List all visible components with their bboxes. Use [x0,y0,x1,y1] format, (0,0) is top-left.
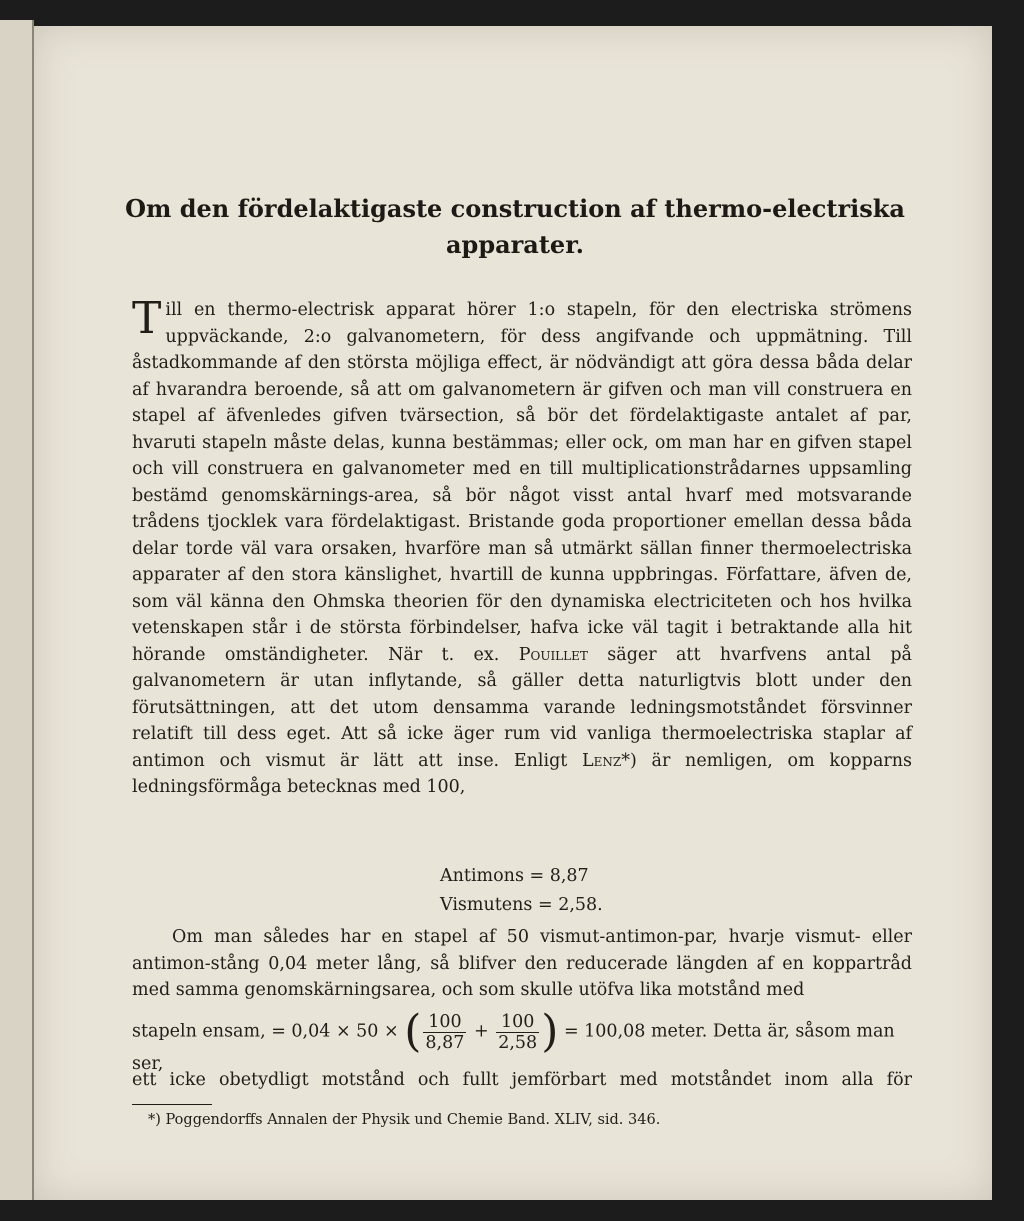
equation-antimons: Antimons = 8,87 [440,866,589,886]
fraction-1 [423,1012,466,1053]
footnote-rule [132,1104,212,1105]
article-title-line-2: apparater. [445,230,584,259]
right-paren: ) [541,1006,559,1057]
footnote: *) Poggendorffs Annalen der Physik und Chemie Band. XLIV, sid. 346. [148,1112,661,1128]
paragraph-1-text-b: säger att hvarfvens antal på galvanometern är utan inflytande, så gäller detta naturligtvis blott under den förutsättningen, att det utom densamma varande ledningsmotståndet försvinner relatift till dess eget. Att så icke äger rum vid vanliga thermoelectriska staplar af antimon och vismut är lätt att inse. Enligt [132,644,912,771]
equation-vismutens: Vismutens = 2,58. [440,895,603,915]
fraction-2 [496,1012,539,1053]
left-paren: ( [404,1006,422,1057]
paragraph-1-text-a: ill en thermo-electrisk apparat hörer 1:o stapeln, för den electriska strömens uppväckande, 2:o galvanometern, för dess angifvande och uppmätning. Till åstadkommande af den största möjliga effect, är nödvändigt att göra dessa båda delar af hvarandra beroende, så att om galvanometern är gifven och man vill construera en stapel af äfvenledes gifven tvärsection, så bör det fördelaktigaste antalet af par, hvaruti stapeln måste delas, kunna bestämmas; eller ock, om man har en gifven stapel och vill construera en galvanometer med en till multiplicationstrådarnes uppsamling bestämd genomskärnings-area, så bör något visst antal hvarf med motsvarande trådens tjocklek vara fördelaktigast. Bristande goda proportioner emellan dessa båda delar torde väl vara orsaken, hvarföre man så utmärkt sällan finner thermoelectriska apparater af den stora känslighet, hvartill de kunna uppbringas. Författare, äfven de, som väl känna den Ohmska theorien för den dynamiska electriciteten och hos hvilka vetenskapen står i de största förbindelser, hafva icke väl tagit i betraktande alla hit hörande omständigheter. När t. ex. [132,300,912,665]
paragraph-1-text-c: *) är nemligen, om kopparns ledningsförmåga betecknas med 100, [132,750,912,797]
paragraph-2: Om man således har en stapel af 50 vismut-antimon-par, hvarje vismut- eller antimon-stång 0,04 meter lång, så blifver den reducerade längden af en koppartråd med samma genomskärningsarea, och som skulle utöfva lika motstånd med [132,927,912,1000]
formula-result: = 100,08 meter. Detta är, såsom man ser, [132,1021,895,1074]
adjacent-page-edge [0,20,34,1200]
plus-sign: + [473,1021,489,1042]
fraction-1-denominator: 8,87 [425,1032,465,1053]
fraction-1-numerator: 100 [423,1012,466,1033]
author-name-pouillet: Pouillet [518,644,588,665]
last-body-line: ett icke obetydligt motstånd och fullt jemförbart med motståndet inom alla för [132,1070,912,1090]
author-name-lenz: Lenz [582,750,622,771]
formula-line [132,1006,912,1074]
drop-cap: T [132,293,162,344]
article-title-line-1: Om den fördelaktigaste construction af thermo-electriska [125,194,905,223]
fraction-2-numerator: 100 [496,1012,539,1033]
paragraph-1 [132,293,912,801]
fraction-2-denominator: 2,58 [498,1032,538,1053]
formula-lead: stapeln ensam, = 0,04 × 50 × [132,1021,399,1042]
